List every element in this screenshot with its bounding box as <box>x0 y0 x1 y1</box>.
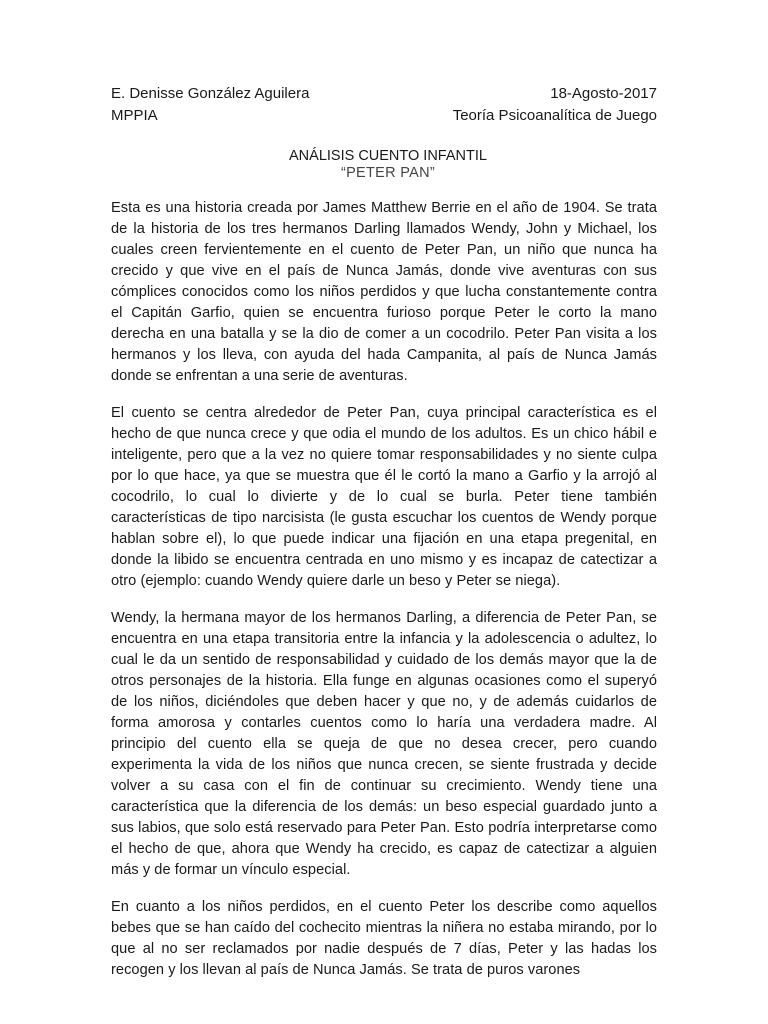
course-name: Teoría Psicoanalítica de Juego <box>452 107 657 124</box>
document-body <box>111 198 657 981</box>
document-content <box>111 84 657 981</box>
header-row-1 <box>111 84 657 104</box>
document-date: 18-Agosto-2017 <box>550 85 657 102</box>
document-subtitle: “PETER PAN” <box>340 165 436 181</box>
program-name: MPPIA <box>111 107 158 124</box>
title-block <box>111 148 657 182</box>
document-title: ANÁLISIS CUENTO INFANTIL <box>289 148 487 164</box>
author-name: E. Denisse González Aguilera <box>111 85 310 102</box>
paragraph-4: En cuanto a los niños perdidos, en el cuento Peter los describe como aquellos bebes que se han caído del cochecito mientras la niñera no estaba mirando, por lo que al no ser reclamados por nadie después de 7 días, Peter y las hadas los recogen y los llevan al país de Nunca Jamás. Se trata de puros varones <box>111 899 657 978</box>
paragraph-2: El cuento se centra alrededor de Peter Pan, cuya principal característica es el hecho de que nunca crece y que odia el mundo de los adultos. Es un chico hábil e inteligente, pero que a la vez no quiere tomar responsabilidades y no siente culpa por lo que hace, ya que se muestra que él le cortó la mano a Garfio y la arrojó al cocodrilo, lo cual lo divierte y de lo cual se burla. Peter tiene también características de tipo narcisista (le gusta escuchar los cuentos de Wendy porque hablan sobre el), lo que puede indicar una fijación en una etapa pregenital, en donde la libido se encuentra centrada en uno mismo y es incapaz de catectizar a otro (ejemplo: cuando Wendy quiere darle un beso y Peter se niega). <box>111 405 657 589</box>
paragraph-1: Esta es una historia creada por James Matthew Berrie en el año de 1904. Se trata de la historia de los tres hermanos Darling llamados Wendy, John y Michael, los cuales creen fervientemente en el cuento de Peter Pan, un niño que nunca ha crecido y que vive en el país de Nunca Jamás, donde vive aventuras con sus cómplices conocidos como los niños perdidos y que lucha constantemente contra el Capitán Garfio, quien se encuentra furioso porque Peter le corto la mano derecha en una batalla y se la dio de comer a un cocodrilo. Peter Pan visita a los hermanos y los lleva, con ayuda del hada Campanita, al país de Nunca Jamás donde se enfrentan a una serie de aventuras. <box>111 200 657 384</box>
header-row-2 <box>111 106 657 126</box>
paragraph-3: Wendy, la hermana mayor de los hermanos Darling, a diferencia de Peter Pan, se encuentra en una etapa transitoria entre la infancia y la adolescencia o adultez, lo cual le da un sentido de responsabilidad y cuidado de los demás mayor que la de otros personajes de la historia. Ella funge en algunas ocasiones como el superyó de los niños, diciéndoles que deben hacer y que no, y de además cuidarlos de forma amorosa y contarles cuentos como lo haría una verdadera madre. Al principio del cuento ella se queja de que no desea crecer, pero cuando experimenta la vida de los niños que nunca crecen, se siente frustrada y decide volver a su casa con el fin de continuar su crecimiento. Wendy tiene una característica que la diferencia de los demás: un beso especial guardado junto a sus labios, que solo está reservado para Peter Pan. Esto podría interpretarse como el hecho de que, ahora que Wendy ha crecido, es capaz de catectizar a alguien más y de formar un vínculo especial. <box>111 610 657 878</box>
